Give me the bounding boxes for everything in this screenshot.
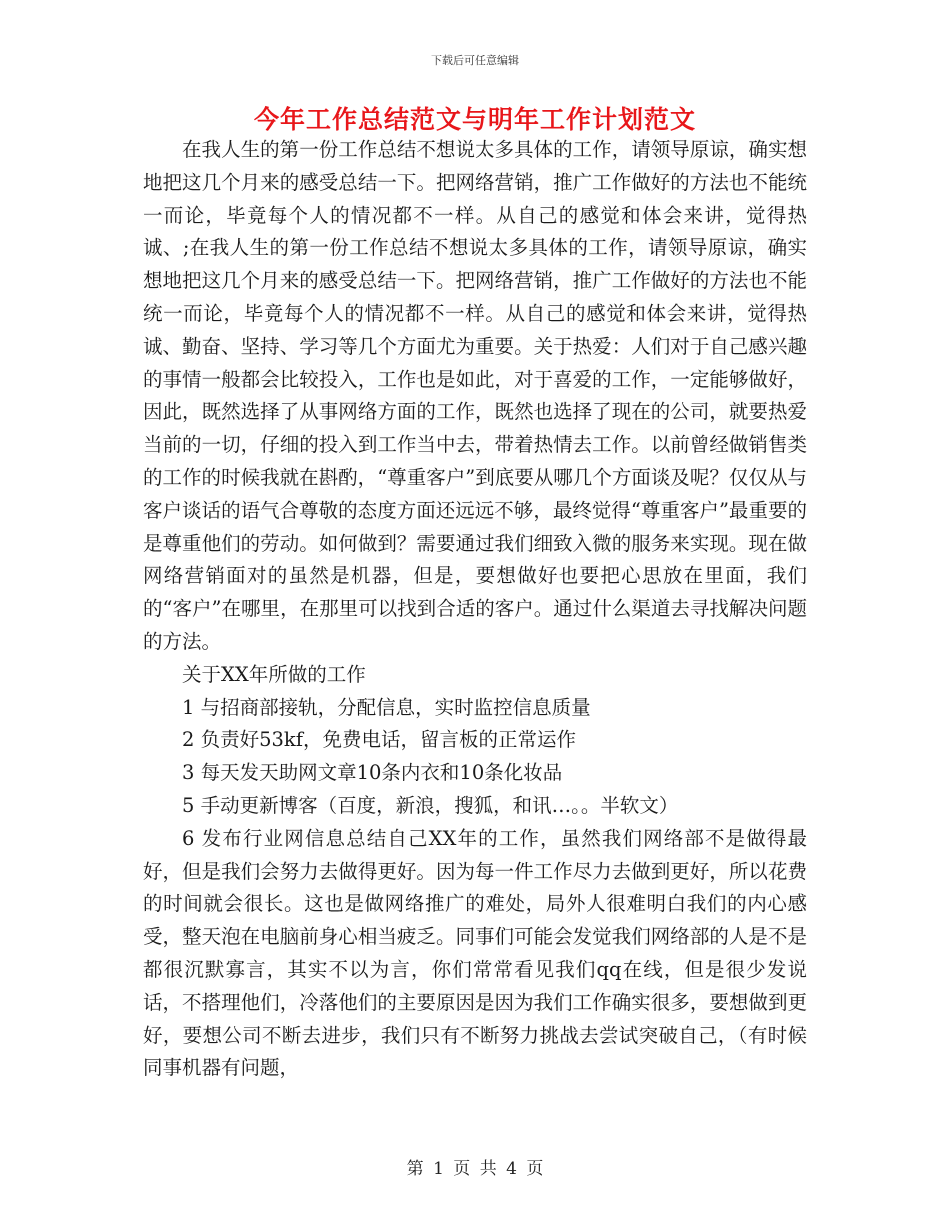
- body-paragraph: 在我人生的第一份工作总结不想说太多具体的工作，请领导原谅，确实想地把这几个月来的感受总结一下。把网络营销，推广工作做好的方法也不能统一而论，毕竟每个人的情况都不一样。从自己的感觉和体会来讲，觉得热诚、;在我人生的第一份工作总结不想说太多具体的工作，请领导原谅，确实想地把这几个月来的感受总结一下。把网络营销，推广工作做好的方法也不能统一而论，毕竟每个人的情况都不一样。从自己的感觉和体会来讲，觉得热诚、勤奋、坚持、学习等几个方面尤为重要。关于热爱：人们对于自己感兴趣的事情一般都会比较投入，工作也是如此，对于喜爱的工作，一定能够做好，因此，既然选择了从事网络方面的工作，既然也选择了现在的公司，就要热爱当前的一切，仔细的投入到工作当中去，带着热情去工作。以前曾经做销售类的工作的时候我就在斟酌，“尊重客户”到底要从哪几个方面谈及呢？仅仅从与客户谈话的语气合尊敬的态度方面还远远不够，最终觉得“尊重客户”最重要的是尊重他们的劳动。如何做到？需要通过我们细致入微的服务来实现。现在做网络营销面对的虽然是机器，但是，要想做好也要把心思放在里面，我们的“客户”在哪里，在那里可以找到合适的客户。通过什么渠道去寻找解决问题的方法。: [143, 138, 807, 653]
- list-item: 5 手动更新博客（百度，新浪，搜狐，和讯…。。半软文）: [182, 793, 679, 817]
- page-number-footer: 第 1 页 共 4 页: [406, 1159, 544, 1179]
- document-body: [143, 134, 807, 1085]
- page-header-note: 下载后可任意编辑: [431, 54, 519, 67]
- section-heading: 关于XX年所做的工作: [182, 662, 366, 686]
- list-item: 2 负责好53kf，免费电话，留言板的正常运作: [182, 728, 576, 752]
- document-title: 今年工作总结范文与明年工作计划范文: [253, 105, 696, 134]
- list-item: 1 与招商部接轨，分配信息，实时监控信息质量: [182, 695, 591, 719]
- list-item: 3 每天发天助网文章10条内衣和10条化妆品: [182, 761, 563, 785]
- closing-paragraph: 6 发布行业网信息总结自己XX年的工作，虽然我们网络部不是做得最好，但是我们会努力去做得更好。因为每一件工作尽力去做到更好，所以花费的时间就会很长。这也是做网络推广的难处，局外人很难明白我们的内心感受，整天泡在电脑前身心相当疲乏。同事们可能会发觉我们网络部的人是不是都很沉默寡言，其实不以为言，你们常常看见我们qq在线，但是很少发说话，不搭理他们，冷落他们的主要原因是因为我们工作确实很多，要想做到更好，要想公司不断去进步，我们只有不断努力挑战去尝试突破自己，（有时候同事机器有问题，: [143, 826, 807, 1080]
